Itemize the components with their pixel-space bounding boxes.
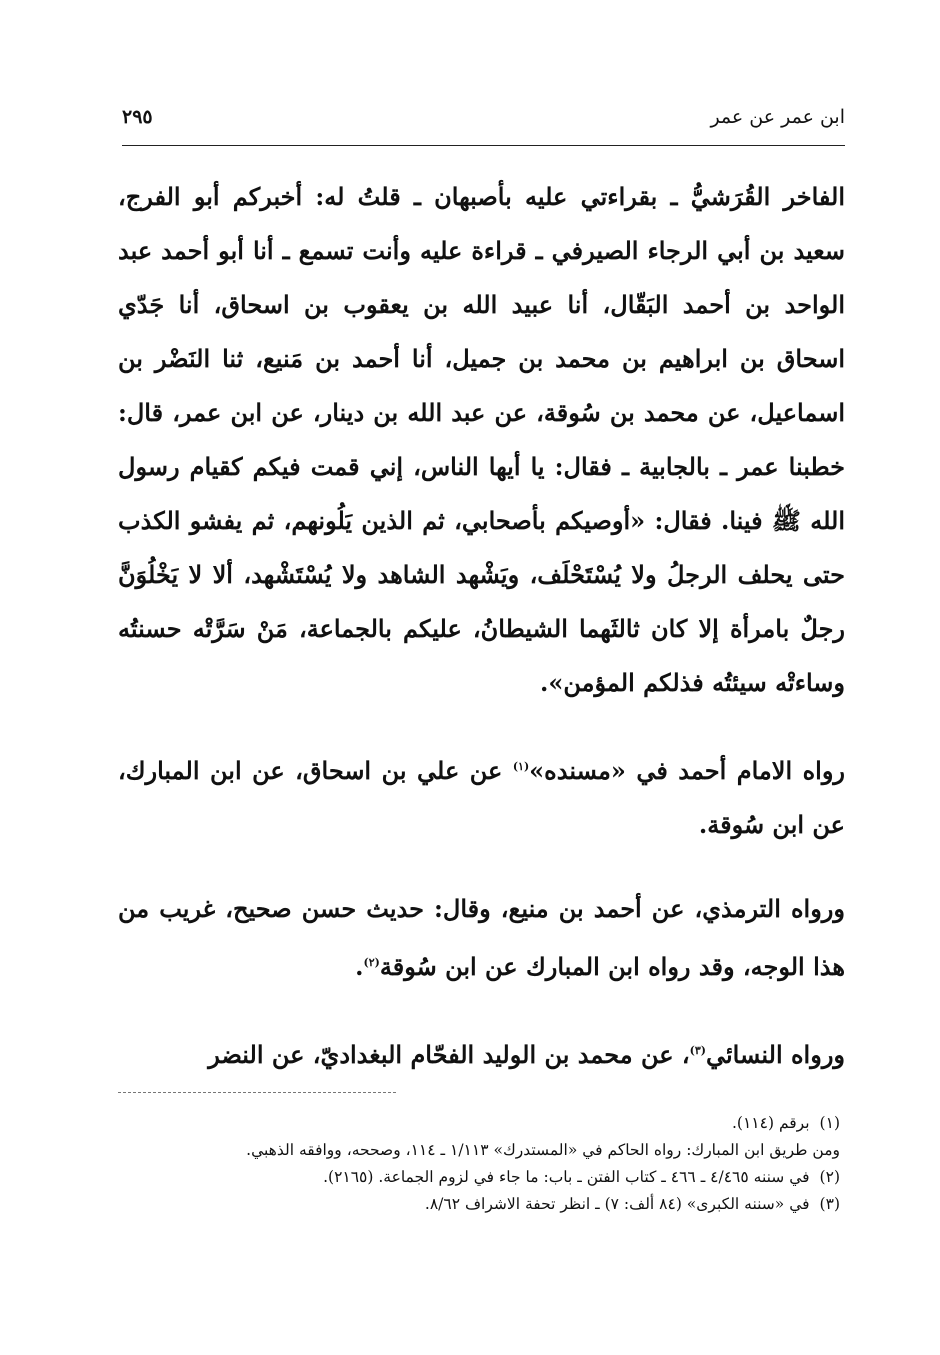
footnote-1-continued: [118, 1137, 840, 1164]
footnote-number: (٢): [819, 1168, 840, 1186]
footnote-3: [118, 1191, 840, 1218]
footnote-ref-2: (٢): [363, 956, 380, 969]
paragraph-ahmad-text: رواه الامام أحمد في «مسنده»: [529, 756, 846, 785]
paragraph-ahmad: [118, 740, 845, 852]
paragraph-hadith: الفاخر القُرَشيُّ ـ بقراءتي عليه بأصبهان ـ قلتُ له: أخبركم أبو الفرج، سعيد بن أبي الرجاء الصيرفي ـ قراءة عليه وأنت تسمع ـ أنا أبو أحمد عبد الواحد بن أحمد البَقّال، أنا عبيد الله بن يعقوب بن اسحاق، أنا جَدّي اسحاق بن ابراهيم بن محمد بن جميل، أنا أحمد بن مَنيع، ثنا النَضْر بن اسماعيل، عن محمد بن سُوقة، عن عبد الله بن دينار، عن ابن عمر، قال: خطبنا عمر ـ بالجابية ـ فقال: يا أيها الناس، إني قمت فيكم كقيام رسول الله ﷺ فينا. فقال: «أوصيكم بأصحابي، ثم الذين يَلُونهم، ثم يفشو الكذب حتى يحلف الرجلُ ولا يُسْتَحْلَف، ويَشْهد الشاهد ولا يُسْتَشْهد، ألا لا يَخْلُوَنَّ رجلٌ بامرأة إلا كان ثالثَهما الشيطانُ، عليكم بالجماعة، مَنْ سَرَّتْه حسنتُه وساءتْه سيئتُه فذلكم المؤمن».: [118, 182, 845, 697]
footnote-number: (١): [819, 1114, 840, 1132]
footnote-number: (٣): [819, 1195, 840, 1213]
footnote-ref-1: (١): [512, 760, 530, 773]
footnote-text: في سننه ٤/٤٦٥ ـ ٤٦٦ ـ كتاب الفتن ـ باب: ما جاء في لزوم الجماعة. (٢١٦٥).: [323, 1168, 810, 1186]
paragraph-tirmidhi-end: .: [355, 952, 364, 981]
footnote-text: ومن طريق ابن المبارك: رواه الحاكم في «المستدرك» ١/١١٣ ـ ١١٤، وصححه، ووافقه الذهبي.: [246, 1141, 840, 1159]
footnote-text: في «سننه الكبرى» (٨٤ ألف: ٧) ـ انظر تحفة الاشراف ٨/٦٢.: [424, 1195, 810, 1213]
paragraph-ahmad-rest: عن علي بن اسحاق، عن ابن المبارك، عن ابن سُوقة.: [118, 756, 845, 839]
footnotes: [118, 1110, 840, 1218]
main-text: [118, 170, 845, 1082]
footnote-ref-3: (٣): [689, 1044, 706, 1057]
footnote-separator: [118, 1092, 396, 1093]
paragraph-tirmidhi-text: ورواه الترمذي، عن أحمد بن منيع، وقال: حديث حسن صحيح، غريب من هذا الوجه، وقد رواه ابن المبارك عن ابن سُوقة: [118, 894, 845, 981]
paragraph-tirmidhi: [118, 882, 845, 994]
header-rule: [122, 145, 845, 146]
running-title: ابن عمر عن عمر: [710, 106, 845, 128]
paragraph-nasai-rest: ، عن محمد بن الوليد الفحّام البغداديّ، عن النضر: [208, 1040, 690, 1069]
paragraph-nasai-text: ورواه النسائي: [706, 1040, 845, 1069]
footnote-text: برقم (١١٤).: [732, 1114, 810, 1132]
page-number: ٢٩٥: [122, 106, 153, 128]
footnote-1: [118, 1110, 840, 1137]
paragraph-nasai: [118, 1024, 845, 1082]
page-header: [122, 92, 845, 128]
footnote-2: [118, 1164, 840, 1191]
